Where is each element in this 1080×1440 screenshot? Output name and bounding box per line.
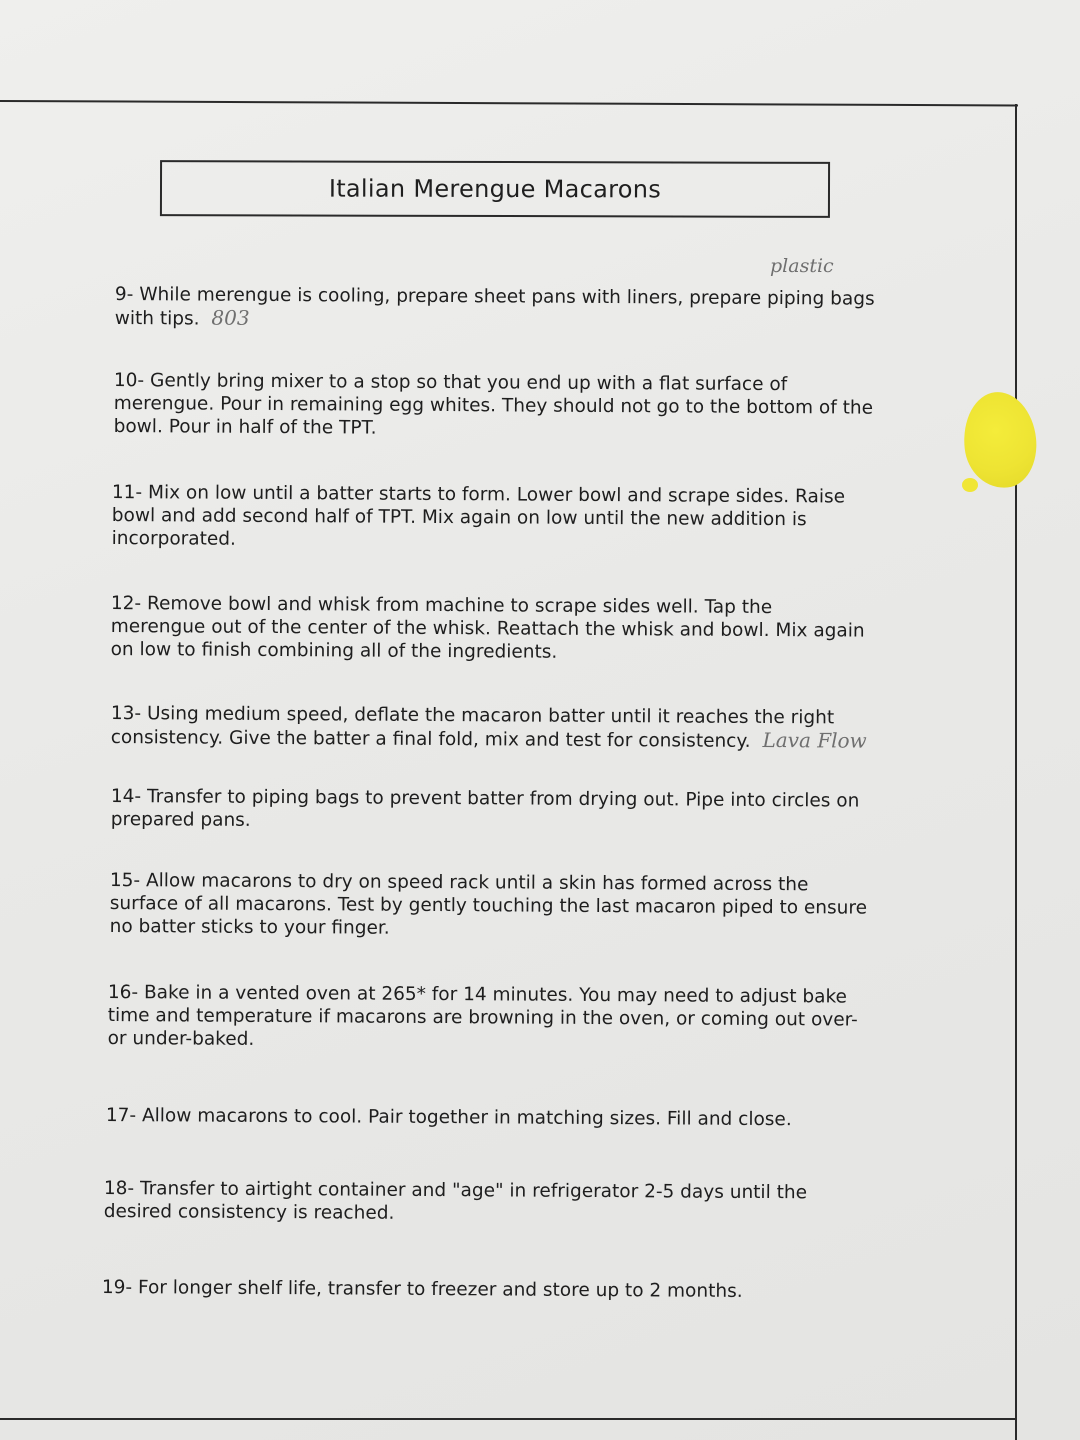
step-line: desired consistency is reached. bbox=[103, 1200, 395, 1224]
step-17 bbox=[106, 1104, 792, 1131]
step-line: 15- Allow macarons to dry on speed rack until a skin has formed across the bbox=[109, 870, 809, 896]
step-12 bbox=[111, 592, 865, 666]
step-line: with tips. 803 bbox=[114, 305, 250, 330]
step-11 bbox=[112, 481, 846, 554]
step-line: 11- Mix on low until a batter starts to form. Lower bowl and scrape sides. Raise bbox=[111, 481, 846, 508]
step-line: consistency. Give the batter a final fold, mix and test for consistency. Lava Flow bbox=[110, 726, 867, 753]
title-box bbox=[160, 160, 830, 218]
step-line: 17- Allow macarons to cool. Pair together in matching sizes. Fill and close. bbox=[105, 1105, 792, 1131]
step-10 bbox=[114, 369, 874, 443]
handwritten-note-tip: 803 bbox=[211, 305, 250, 330]
step-line: merengue. Pour in remaining egg whites. They should not go to the bottom of the bbox=[113, 392, 874, 419]
step-16 bbox=[108, 981, 858, 1055]
step-line: 10- Gently bring mixer to a stop so that you end up with a flat surface of bbox=[113, 369, 788, 396]
step-line: bowl. Pour in half of the TPT. bbox=[113, 415, 377, 439]
step-line: prepared pans. bbox=[110, 808, 251, 831]
step-line: 9- While merengue is cooling, prepare sheet pans with liners, prepare piping bags bbox=[114, 283, 875, 310]
step-14 bbox=[111, 785, 860, 836]
step-line: no batter sticks to your finger. bbox=[109, 915, 390, 939]
step-line: 16- Bake in a vented oven at 265* for 14 minutes. You may need to adjust bake bbox=[107, 982, 848, 1008]
step-line: on low to finish combining all of the ingredients. bbox=[110, 638, 558, 663]
step-9 bbox=[115, 283, 875, 335]
step-line: or under-baked. bbox=[107, 1027, 255, 1050]
step-line: 14- Transfer to piping bags to prevent batter from drying out. Pipe into circles on bbox=[110, 786, 860, 812]
border-top bbox=[0, 100, 1018, 106]
document-title: Italian Merengue Macarons bbox=[328, 174, 662, 204]
step-line: merengue out of the center of the whisk. Reattach the whisk and bowl. Mix again bbox=[110, 615, 865, 642]
border-bottom bbox=[0, 1418, 1016, 1420]
step-line: surface of all macarons. Test by gently touching the last macaron piped to ensure bbox=[109, 892, 868, 919]
step-13 bbox=[111, 702, 867, 754]
step-15 bbox=[110, 869, 868, 943]
handwritten-note-lava-flow: Lava Flow bbox=[762, 727, 867, 753]
border-right bbox=[1015, 104, 1017, 1440]
yellow-sticker-dot bbox=[959, 388, 1041, 491]
step-line: 13- Using medium speed, deflate the macaron batter until it reaches the right bbox=[110, 703, 835, 729]
step-line: incorporated. bbox=[111, 527, 236, 550]
handwritten-note-plastic: plastic bbox=[770, 255, 834, 277]
step-18 bbox=[104, 1177, 807, 1227]
yellow-sticker-speck bbox=[962, 478, 978, 492]
step-line: 19- For longer shelf life, transfer to freezer and store up to 2 months. bbox=[101, 1277, 743, 1302]
step-line: time and temperature if macarons are browning in the oven, or coming out over- bbox=[107, 1004, 858, 1031]
step-19 bbox=[102, 1276, 743, 1303]
step-line: 12- Remove bowl and whisk from machine to scrape sides well. Tap the bbox=[110, 593, 773, 619]
step-line: 18- Transfer to airtight container and "age" in refrigerator 2-5 days until the bbox=[103, 1178, 808, 1204]
step-line: bowl and add second half of TPT. Mix again on low until the new addition is bbox=[111, 504, 807, 531]
